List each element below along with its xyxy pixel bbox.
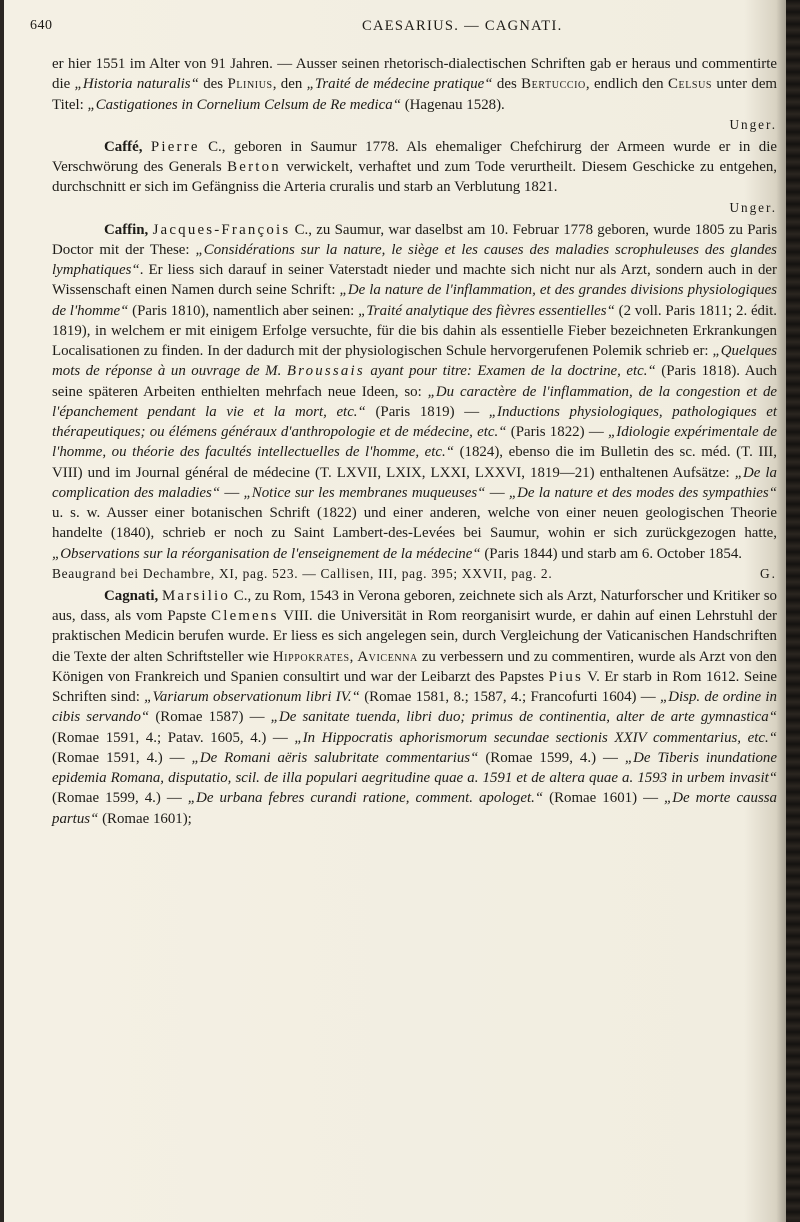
text-run: unter dem Titel:	[52, 76, 778, 113]
page-header	[30, 14, 770, 36]
work-title: „Traité de médecine pratique“	[306, 76, 493, 93]
text-run: (Romae 1591, 4.) —	[52, 749, 192, 766]
person-name: Clemens	[211, 608, 279, 624]
text-run: u. s. w. Ausser einer botanischen Schrift (1822) und einer anderen, welche von einer neuen geologischen Theorie handelte (1840), schrieb er noch zu Saint Lambert-des-Levées bei Saumur, wohin er sich zurückgezogen hatte,	[52, 505, 777, 542]
entry-caffin	[52, 220, 777, 564]
author-name: Celsus	[667, 76, 713, 93]
work-title: „De la complication des maladies“	[52, 464, 778, 501]
work-title: „Observations sur la réorganisation de l'enseignement de la médecine“	[52, 545, 481, 562]
entry-caesarius-end	[52, 54, 777, 115]
text-run: (Paris 1819) —	[365, 403, 489, 420]
text-run: (Paris 1844) und starb am 6. October 1854.	[480, 545, 742, 562]
text-run: (Romae 1599, 4.) —	[52, 790, 188, 807]
work-title: „Castigationes in Cornelium Celsum de Re medica“	[87, 96, 401, 113]
work-title: „Traité analytique des fièvres essentielles“	[358, 302, 615, 319]
author-signature: Unger.	[729, 116, 777, 132]
text-run: (Hagenau 1528).	[400, 96, 505, 113]
text-run: , den	[272, 76, 307, 93]
entry-cagnati	[52, 586, 777, 829]
entry-given-name: Marsilio	[161, 587, 231, 604]
entry-headword: Caffin,	[104, 221, 149, 238]
work-title: „Variarum observationum libri IV.“	[144, 689, 360, 705]
entry-references	[52, 564, 777, 583]
page-number: 640	[30, 18, 53, 33]
person-name: Pius	[548, 668, 584, 685]
work-title: „Historia naturalis“	[74, 76, 199, 93]
text-run: (1824), ebenso die im Bulletin des sc. méd. (T. III, VIII) und im Journal général de médecine (T. LXVII, LXIX, LXXI, LXXVI, 1819—21) enthaltenen Aufsätze:	[52, 444, 777, 481]
text-run: ,	[349, 648, 358, 665]
author-name: Bertuccio	[521, 76, 586, 93]
author-signature: Unger.	[729, 199, 777, 215]
entry-headword: Cagnati,	[104, 587, 159, 604]
text-run: (Romae 1591, 4.; Patav. 1605, 4.) —	[52, 729, 295, 746]
book-binding-edge	[786, 0, 800, 1222]
work-title: „In Hippocratis aphorismorum secundae sectionis XXIV commentarius, etc.“	[294, 729, 777, 746]
text-run: des	[492, 76, 522, 93]
page-body	[52, 54, 777, 829]
author-name: Plinius	[227, 76, 273, 93]
text-run: (Romae 1601) —	[543, 790, 664, 807]
text-run: des	[198, 76, 228, 93]
work-title: „Quelques mots de réponse à un ouvrage de M.	[52, 343, 777, 380]
person-name: Broussais	[286, 363, 365, 380]
text-run: (Romae 1587) —	[149, 709, 271, 726]
running-title: CAESARIUS. — CAGNATI.	[362, 18, 563, 34]
text-run: C., zu Rom, 1543 in Verona geboren, zeichnete sich als Arzt, Naturforscher und Kritiker so aus, dass, als vom Papste	[52, 587, 777, 624]
work-title: „De morte caussa partus“	[52, 790, 777, 827]
entry-given-name: Pierre	[150, 138, 200, 155]
text-run: , endlich den	[585, 76, 668, 93]
person-name: Berton	[227, 159, 281, 175]
text-run: VIII. die Universität in Rom reorganisirt wurde, er dahin auf einen Lehrstuhl der praktischen Medicin berufen wurde. Er liess es sich angelegen sein, durch Vergleichung der Vaticanischen Handschriften die Texte der alten Schriftsteller wie	[52, 608, 777, 665]
text-run: (Romae 1601);	[98, 810, 192, 827]
text-run: (2 voll. Paris 1811; 2. édit. 1819), in welchem er mit einigem Erfolge versuchte, für die bis dahin als essentielle Fieber bezeichneten Erkrankungen Localisationen zu finden. In der dadurch mit der physiologischen Schule hervorgerufenen Polemik schrieb er:	[52, 302, 777, 359]
text-run: (Romae 1581, 8.; 1587, 4.; Francofurti 1604) —	[359, 689, 660, 705]
work-title: „Du caractère de l'inflammation, de la congestion et de l'épanchement pendant la vie et la mort, etc.“	[52, 383, 778, 420]
text-run: —	[485, 484, 509, 501]
work-title: „Considérations sur la nature, le siège et les causes des maladies scrophuleuses des glandes lymphatiques“	[52, 241, 777, 278]
text-run: (Romae 1599, 4.) —	[478, 749, 625, 766]
author-signature: G.	[759, 565, 777, 581]
work-title: „Disp. de ordine in cibis servando“	[52, 689, 777, 726]
work-title: „Notice sur les membranes muqueuses“	[243, 484, 486, 501]
text-run: er hier 1551 im Alter von 91 Jahren. — Ausser seinen rhetorisch-dialectischen Schriften gab er heraus und commentirte die	[52, 56, 777, 93]
work-title: „De Tiberis inundatione epidemia Romana, disputatio, scil. de illa populari aegritudine quae a. 1591 et de altera quae a. 1593 in urbem invasit“	[52, 749, 777, 786]
text-run: (Paris 1818). Auch seine späteren Arbeiten enthielten mehrfach neue Ideen, so:	[52, 363, 777, 400]
author-name: Avicenna	[357, 648, 418, 665]
text-run: . Er liess sich darauf in seiner Vaterstadt nieder und machte sich nicht nur als Arzt, sondern auch in der Wissenschaft einen Namen durch seine Schrift:	[52, 262, 777, 299]
work-title: „De la nature et des modes des sympathies“	[508, 484, 777, 501]
entry-given-name: Jacques-François	[152, 221, 291, 238]
work-title: „Idiologie expérimentale de l'homme, ou théorie des facultés intellectuelles de l'homme, etc.“	[52, 424, 777, 461]
text-run: (Paris 1810), namentlich aber seinen:	[128, 302, 359, 319]
text-run: C., geboren in Saumur 1778. Als ehemaliger Chefchirurg der Armeen wurde er in die Verschwörung des Generals	[52, 138, 777, 175]
text-run: (Paris 1822) —	[506, 424, 608, 440]
text-run: —	[220, 484, 244, 501]
left-page-edge	[0, 0, 4, 1222]
work-title: „Inductions physiologiques, pathologiques et thérapeutiques; ou élémens généraux d'anthropologie et de médecine, etc.“	[52, 403, 777, 440]
text-run: V. Er starb in Rom 1612. Seine Schriften sind:	[52, 668, 777, 705]
author-name: Hippokrates	[272, 648, 350, 665]
entry-caffe	[52, 137, 777, 198]
entry-headword: Caffé,	[104, 138, 143, 155]
reference-list: Beaugrand bei Dechambre, XI, pag. 523. — Callisen, III, pag. 395; XXVII, pag. 2.	[52, 565, 553, 581]
work-title: „De urbana febres curandi ratione, comment. apologet.“	[187, 790, 544, 807]
work-title: „De sanitate tuenda, libri duo; primus de continentia, alter de arte gymnastica“	[270, 709, 777, 726]
text-run: zu verbessern und zu commentiren, wurde als Arzt von den Königen von Frankreich und Spanien consultirt und war der Leibarzt des Papstes	[52, 648, 777, 685]
text-run: C., zu Saumur, war daselbst am 10. Februar 1778 geboren, wurde 1805 zu Paris Doctor mit der These:	[52, 221, 777, 258]
work-title: „De Romani aëris salubritate commentarius“	[191, 749, 479, 766]
text-run: verwickelt, verhaftet und zum Tode verurtheilt. Diesem Geschicke zu entgehen, durchschnitt er sich im Gefängniss die Arteria cruralis und starb an Verblutung 1821.	[52, 159, 777, 196]
work-title: ayant pour titre: Examen de la doctrine, etc.“	[364, 363, 656, 380]
work-title: „De la nature de l'inflammation, et des grandes divisions physiologiques de l'homme“	[52, 282, 777, 319]
